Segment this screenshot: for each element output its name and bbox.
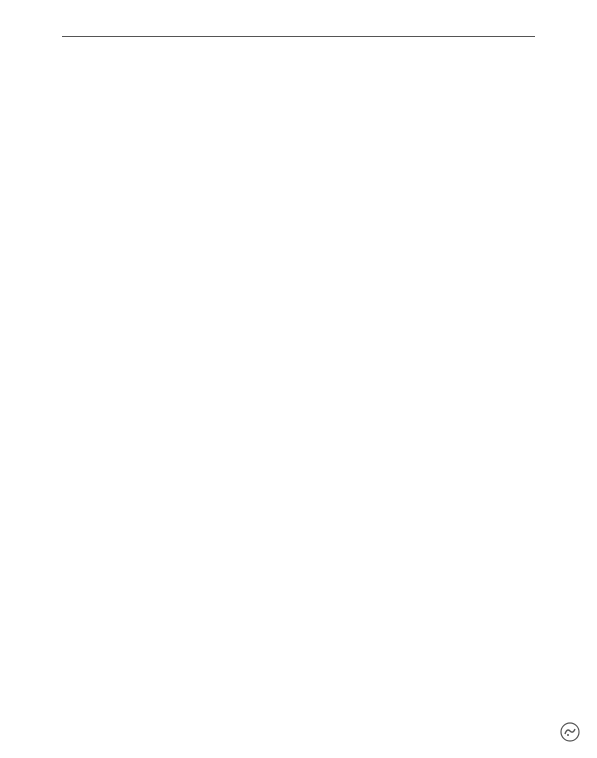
header-rule [62,36,535,37]
watermark [560,722,585,742]
wechat-logo-icon [560,722,580,742]
